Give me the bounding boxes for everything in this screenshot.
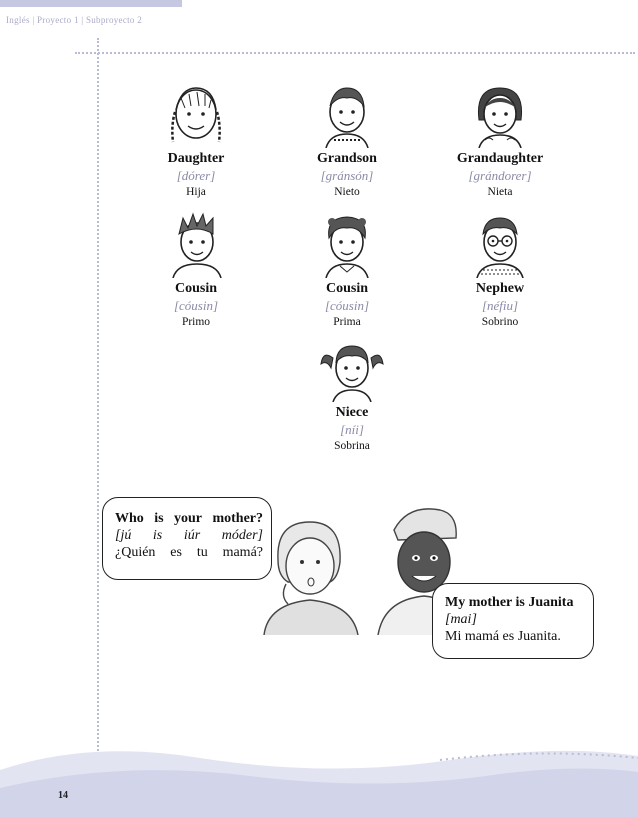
card-spanish: Sobrino	[481, 316, 519, 328]
card-spanish: Hija	[186, 186, 206, 198]
footer-wave-decoration	[0, 730, 638, 817]
girl-pigtails-icon	[317, 334, 387, 402]
card-pronunciation: [gránsón]	[320, 168, 374, 183]
card-pronunciation: [grándorer]	[468, 168, 532, 183]
girl-braids-icon	[161, 80, 231, 148]
word: ¿Quién	[115, 545, 156, 560]
page-number: 14	[58, 790, 68, 801]
card-spanish: Primo	[181, 316, 211, 328]
card-english: Grandaughter	[456, 151, 544, 166]
word: is	[154, 511, 164, 526]
card-english: Nephew	[475, 281, 525, 296]
vocab-card-nephew	[430, 208, 570, 329]
card-spanish: Nieta	[487, 186, 513, 198]
boy-icon	[312, 80, 382, 148]
dotted-top-line	[75, 52, 635, 54]
question-spanish	[115, 544, 263, 561]
card-pronunciation: [cóusin]	[324, 298, 370, 313]
vocab-card-daughter	[126, 80, 266, 199]
question-speech-bubble	[102, 497, 272, 580]
card-english: Cousin	[325, 281, 369, 296]
word: mamá?	[222, 545, 263, 560]
vocab-card-niece	[282, 334, 422, 453]
answer-speech-bubble	[432, 583, 594, 659]
card-pronunciation: [dórer]	[176, 168, 216, 183]
answer-pronunciation: [mai]	[445, 612, 477, 627]
word: [jú	[115, 528, 132, 543]
header-bar	[0, 0, 182, 7]
word: móder]	[221, 528, 263, 543]
answer-english: My mother is Juanita	[445, 595, 574, 610]
vocab-card-cousin-female	[277, 208, 417, 329]
word: Who	[115, 511, 144, 526]
vocab-card-grandson	[277, 80, 417, 199]
word: tu	[196, 545, 208, 560]
question-pronunciation	[115, 527, 263, 544]
card-english: Grandson	[317, 151, 377, 166]
card-spanish: Nieto	[334, 186, 360, 198]
card-english: Niece	[335, 405, 369, 420]
card-pronunciation: [cóusin]	[173, 298, 219, 313]
answer-spanish: Mi mamá es Juanita.	[445, 629, 561, 644]
card-english: Cousin	[174, 281, 218, 296]
girl-short-hair-icon	[465, 80, 535, 148]
dotted-margin-line	[97, 38, 99, 778]
word: iúr	[183, 528, 201, 543]
card-spanish: Sobrina	[334, 440, 370, 452]
word: mother?	[212, 511, 263, 526]
girl-curly-hair-icon	[312, 208, 382, 278]
vocab-card-grandaughter	[430, 80, 570, 199]
card-pronunciation: [níi]	[340, 422, 364, 437]
question-english	[115, 510, 263, 527]
boy-glasses-icon	[465, 208, 535, 278]
card-english: Daughter	[167, 151, 225, 166]
card-pronunciation: [néfiu]	[481, 298, 519, 313]
vocab-card-cousin-male	[126, 208, 266, 329]
word: es	[170, 545, 182, 560]
boy-spiky-hair-icon	[161, 208, 231, 278]
running-header: Inglés | Proyecto 1 | Subproyecto 2	[6, 15, 143, 25]
word: your	[174, 511, 203, 526]
word: is	[152, 528, 163, 543]
card-spanish: Prima	[333, 316, 361, 328]
